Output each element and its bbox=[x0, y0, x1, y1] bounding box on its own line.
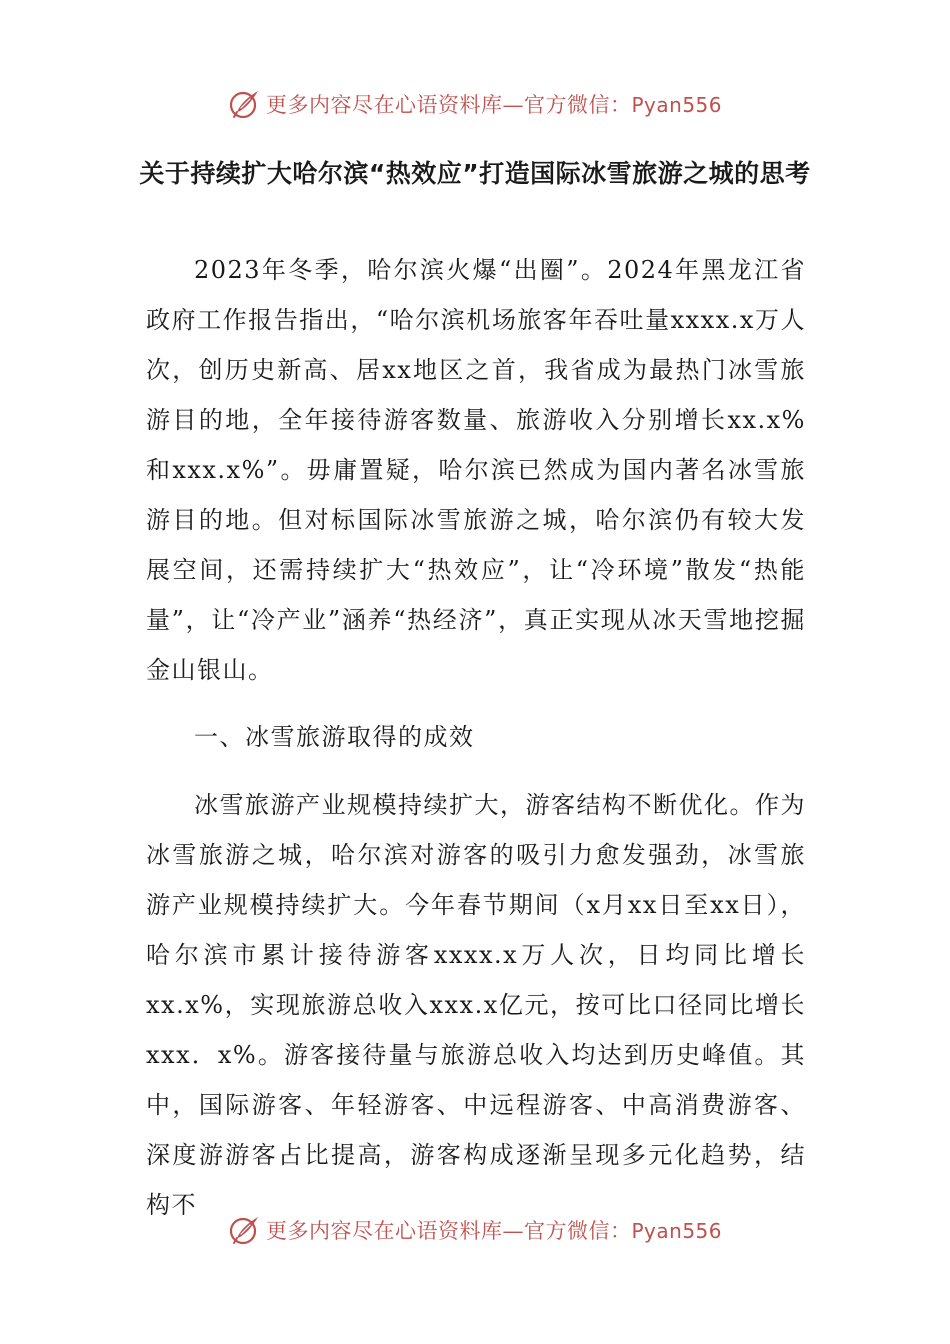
watermark-banner-top bbox=[0, 82, 950, 126]
watermark-wechat-id: Pyan556 bbox=[631, 1219, 722, 1243]
quill-logo-icon bbox=[228, 1213, 262, 1247]
watermark-banner-bottom bbox=[0, 1208, 950, 1252]
watermark-label: 更多内容尽在心语资料库—官方微信： bbox=[265, 93, 632, 117]
watermark-text bbox=[266, 89, 722, 119]
watermark-wechat-id: Pyan556 bbox=[631, 93, 722, 117]
watermark-label: 更多内容尽在心语资料库—官方微信： bbox=[265, 1219, 632, 1243]
intro-paragraph: 2023年冬季，哈尔滨火爆“出圈”。2024年黑龙江省政府工作报告指出，“哈尔滨机场旅客年吞吐量xxxx.x万人次，创历史新高、居xx地区之首，我省成为最热门冰雪旅游目的地，全年接待游客数量、旅游收入分别增长xx.x%和xxx.x%”。毋庸置疑，哈尔滨已然成为国内著名冰雪旅游目的地。但对标国际冰雪旅游之城，哈尔滨仍有较大发展空间，还需持续扩大“热效应”，让“冷环境”散发“热能量”，让“冷产业”涵养“热经济”，真正实现从冰天雪地挖掘金山银山。 bbox=[146, 256, 806, 684]
body-paragraph: 冰雪旅游产业规模持续扩大，游客结构不断优化。作为冰雪旅游之城，哈尔滨对游客的吸引力愈发强劲，冰雪旅游产业规模持续扩大。今年春节期间（x月xx日至xx日），哈尔滨市累计接待游客xxxx.x万人次，日均同比增长xx.x%，实现旅游总收入xxx.x亿元，按可比口径同比增长xxx．x%。游客接待量与旅游总收入均达到历史峰值。其中，国际游客、年轻游客、中远程游客、中高消费游客、深度游游客占比提高，游客构成逐渐呈现多元化趋势，结构不 bbox=[146, 791, 806, 1219]
document-title: 关于持续扩大哈尔滨“热效应”打造国际冰雪旅游之城的思考 bbox=[139, 159, 811, 188]
section-heading: 一、冰雪旅游取得的成效 bbox=[194, 723, 475, 751]
quill-logo-icon bbox=[228, 87, 262, 121]
watermark-text bbox=[266, 1215, 722, 1245]
